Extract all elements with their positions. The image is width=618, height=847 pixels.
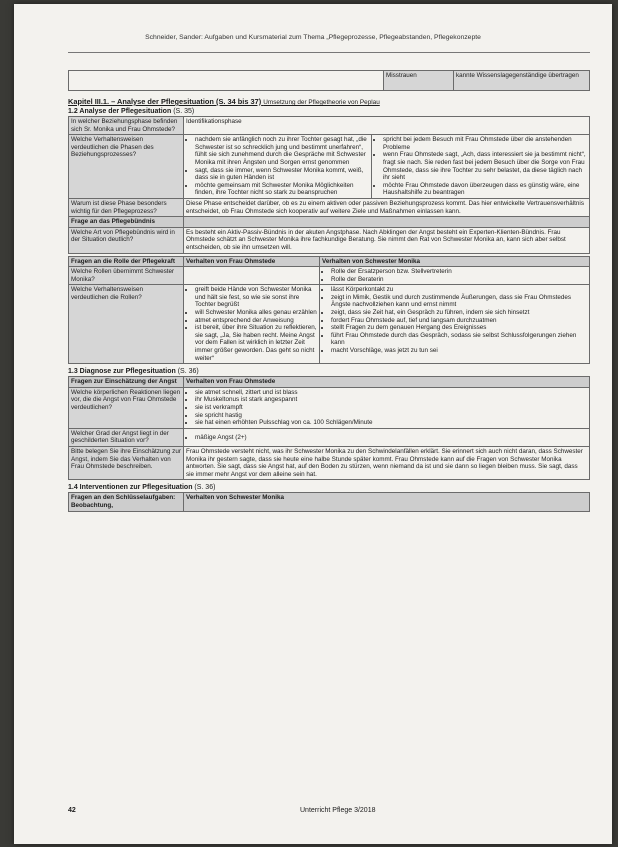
question-cell: Welche Rollen übernimmt Schwester Monika?: [69, 267, 184, 285]
section-1-3-heading: [68, 368, 590, 375]
answer-cell: [184, 135, 372, 199]
list-item: • ihr Muskeltonus ist stark angespannt: [195, 396, 587, 404]
top-table-cell-a: Misstrauen: [384, 71, 454, 91]
column-header: Frage an das Pflegebündnis: [69, 217, 184, 228]
table-row: [69, 227, 590, 253]
table-row: [69, 198, 590, 216]
analyse-table: [68, 116, 590, 254]
list-item: • Rolle der Ersatzperson bzw. Stellvertreterin: [331, 268, 587, 276]
column-header: Fragen an den Schlüsselaufgaben: Beobachtung,: [69, 493, 184, 511]
section-1-2-ref: (S. 35): [173, 108, 195, 115]
chapter-subtitle: Umsetzung der Pflegetheorie von Peplau: [263, 99, 380, 106]
table-header-row: [69, 256, 590, 267]
question-cell: In welcher Beziehungsphase befinden sich Sr. Monika und Frau Ohmstede?: [69, 117, 184, 135]
table-header-row: [69, 493, 590, 511]
running-header: Schneider, Sander: Aufgaben und Kursmaterial zum Thema „Pflegeprozesse, Pflegeabstanden, Pflegekonzepte: [145, 34, 481, 41]
table-row: [69, 428, 590, 446]
table-row: [69, 117, 590, 135]
column-header: Verhalten von Schwester Monika: [320, 256, 590, 267]
header-rule: [68, 52, 590, 53]
answer-cell: Diese Phase entscheidet darüber, ob es zu einem aktiven oder passiven Beziehungsprozess kommt. Das hier entwickelte Vertrauensverhältnis entscheidet, ob Frau Ohmstede sich kooperativ auf weitere Ziele und Maßnahmen einlassen kann.: [184, 198, 590, 216]
list-item: • zeigt, dass sie Zeit hat, ein Gespräch zu führen, indem sie sich hinsetzt: [331, 309, 587, 317]
question-cell: Welche Verhaltensweisen verdeutlichen die Phasen des Beziehungsprozesses?: [69, 135, 184, 199]
answer-cell: [184, 267, 320, 285]
section-1-4-heading: [68, 484, 590, 491]
answer-cell: Frau Ohmstede versteht nicht, was ihr Schwester Monika zu den Schwindelanfällen erklärt. Sie erinnert sich auch nicht daran, dass Schwester Monika ihr gestern sagte, dass sie heute eine halbe Stunde später kommt. Frau Ohmstede kann auf die Fragen von Schwester Monika antworten. Sie sagt, dass sie Angst hat, auf den Boden zu stürzen, wenn niemand da ist und sie dann so liegen bleiben muss. Sie sagt, dass sie immer mehr Angst vor dem alleine sein hat.: [184, 446, 590, 479]
bullet-list: [186, 286, 317, 362]
list-item: • atmet entsprechend der Anweisung: [195, 317, 317, 325]
table-header-row: [69, 377, 590, 388]
diagnose-table: [68, 376, 590, 480]
top-table-empty-cell: [69, 71, 384, 91]
list-item: • möchte Frau Ohmstede davon überzeugen dass es günstig wäre, eine Haushaltshilfe zu beantragen: [383, 182, 587, 197]
section-1-2-heading: [68, 108, 590, 115]
list-item: • sie hat einen erhöhten Pulsschlag von ca. 100 Schlägen/Minute: [195, 419, 587, 427]
list-item: • führt Frau Ohmstede durch das Gespräch, sodass sie selbst Schlussfolgerungen ziehen kann: [331, 332, 587, 347]
list-item: • lässt Körperkontakt zu: [331, 286, 587, 294]
list-item: • stellt Fragen zu dem genauen Hergang des Ereignisses: [331, 324, 587, 332]
list-item: • macht Vorschläge, was jetzt zu tun sei: [331, 347, 587, 355]
bullet-list: [322, 286, 587, 354]
list-item: • sagt, dass sie immer, wenn Schwester Monika kommt, weiß, dass sie in guten Händen ist: [195, 167, 369, 182]
column-header: Verhalten von Frau Ohmstede: [184, 377, 590, 388]
answer-cell: [184, 285, 320, 364]
answer-cell: [184, 428, 590, 446]
answer-cell: Es besteht ein Aktiv-Passiv-Bündnis in der akuten Angstphase. Nach Abklingen der Angst besteht ein Experten-Klienten-Bündnis. Frau Ohmstede schätzt an Schwester Monika ihre fachkundige Beratung. Sie nimmt den Rat von Schwester Monika an, kann sich aber selbst entscheiden, ob sie ihn umsetzen will.: [184, 227, 590, 253]
column-header: Verhalten von Frau Ohmstede: [184, 256, 320, 267]
list-item: • fordert Frau Ohmstede auf, tief und langsam durchzuatmen: [331, 317, 587, 325]
interventionen-table: [68, 492, 590, 511]
top-table: [68, 70, 590, 91]
list-item: • wenn Frau Ohmstede sagt, „Ach, dass interessiert sie ja bestimmt nicht“, fragt sie nach. Sie reden fast bei jedem Besuch über die Sorge von Frau Ohmstede, dass sie ihre Tochter zu sehr belastet, da diese täglich nach ihr sieht: [383, 151, 587, 181]
answer-cell: [184, 387, 590, 428]
section-1-3-ref: (S. 36): [177, 368, 199, 376]
list-item: • möchte gemeinsam mit Schwester Monika Möglichkeiten finden, ihre Tochter nicht so stark zu beanspruchen: [195, 182, 369, 197]
question-cell: Bitte belegen Sie ihre Einschätzung zur Angst, indem Sie das Verhalten von Frau Ohmstede beschreiben.: [69, 446, 184, 479]
question-cell: Welche körperlichen Reaktionen liegen vor, die die Angst von Frau Ohmstede verdeutlichen?: [69, 387, 184, 428]
list-item: • mäßige Angst (2+): [195, 434, 587, 442]
column-header: Fragen an die Rolle der Pflegekraft: [69, 256, 184, 267]
table-row: [69, 135, 590, 199]
table-row: [69, 446, 590, 479]
document-page: [14, 4, 612, 844]
column-header: Verhalten von Schwester Monika: [184, 493, 590, 511]
table-row: [69, 267, 590, 285]
answer-cell: [372, 135, 590, 199]
section-1-4-ref: (S. 36): [194, 484, 216, 492]
table-row: [69, 217, 590, 228]
list-item: • greift beide Hände von Schwester Monika und hält sie fest, so wie sie sonst ihre Tochter begrüßt: [195, 286, 317, 309]
question-cell: Welcher Grad der Angst liegt in der geschilderten Situation vor?: [69, 428, 184, 446]
rolle-table: [68, 256, 590, 365]
page-content: [68, 70, 590, 512]
list-item: • zeigt in Mimik, Gestik und durch zustimmende Äußerungen, dass sie Frau Ohmstedes Ängste nachvollziehen kann und ernst nimmt: [331, 294, 587, 309]
question-cell: Welche Verhaltensweisen verdeutlichen die Rollen?: [69, 285, 184, 364]
section-1-2-title: 1.2 Analyse der Pflegesituation: [68, 108, 172, 115]
list-item: • nachdem sie anfänglich noch zu ihrer Tochter gesagt hat, „die Schwester ist so schrecklich jung und bestimmt unerfahren“, fühlt sie sich zunehmend durch die Gespräche mit Schwester Monika mit ihren Ängsten und Sorgen ernst genommen: [195, 136, 369, 166]
page-number: 42: [68, 807, 76, 814]
footer-source: Unterricht Pflege 3/2018: [300, 807, 376, 814]
section-1-4-title: 1.4 Interventionen zur Pflegesituation: [68, 484, 193, 492]
section-1-3-title: 1.3 Diagnose zur Pflegesituation: [68, 368, 176, 376]
bullet-list: [374, 136, 587, 197]
answer-cell: [320, 285, 590, 364]
question-cell: Welche Art von Pflegebündnis wird in der Situation deutlich?: [69, 227, 184, 253]
table-row: [69, 285, 590, 364]
column-header-empty: [184, 217, 590, 228]
list-item: • sie ist verkrampft: [195, 404, 587, 412]
chapter-heading: [68, 97, 590, 106]
bullet-list: [186, 434, 587, 442]
column-header: Fragen zur Einschätzung der Angst: [69, 377, 184, 388]
answer-cell: [320, 267, 590, 285]
top-table-cell-b: kannte Wissenslagegenständige übertragen: [454, 71, 590, 91]
question-cell: Warum ist diese Phase besonders wichtig für den Pflegeprozess?: [69, 198, 184, 216]
list-item: • spricht bei jedem Besuch mit Frau Ohmstede über die anstehenden Probleme: [383, 136, 587, 151]
list-item: • will Schwester Monika alles genau erzählen: [195, 309, 317, 317]
answer-cell: Identifikationsphase: [184, 117, 590, 135]
table-row: [69, 387, 590, 428]
list-item: • Rolle der Beraterin: [331, 276, 587, 284]
bullet-list: [186, 389, 587, 427]
list-item: • sie spricht hastig: [195, 412, 587, 420]
bullet-list: [322, 268, 587, 283]
list-item: • sie atmet schnell, zittert und ist blass: [195, 389, 587, 397]
list-item: • ist bereit, über ihre Situation zu reflektieren, sie sagt, „Ja, Sie haben recht. Meine Angst vor dem Fallen ist wirklich in letzter Zeit immer größer geworden. Das geht so nicht weiter“: [195, 324, 317, 362]
bullet-list: [186, 136, 369, 197]
chapter-title: Kapitel III.1. – Analyse der Pflegesituation (S. 34 bis 37): [68, 97, 262, 106]
